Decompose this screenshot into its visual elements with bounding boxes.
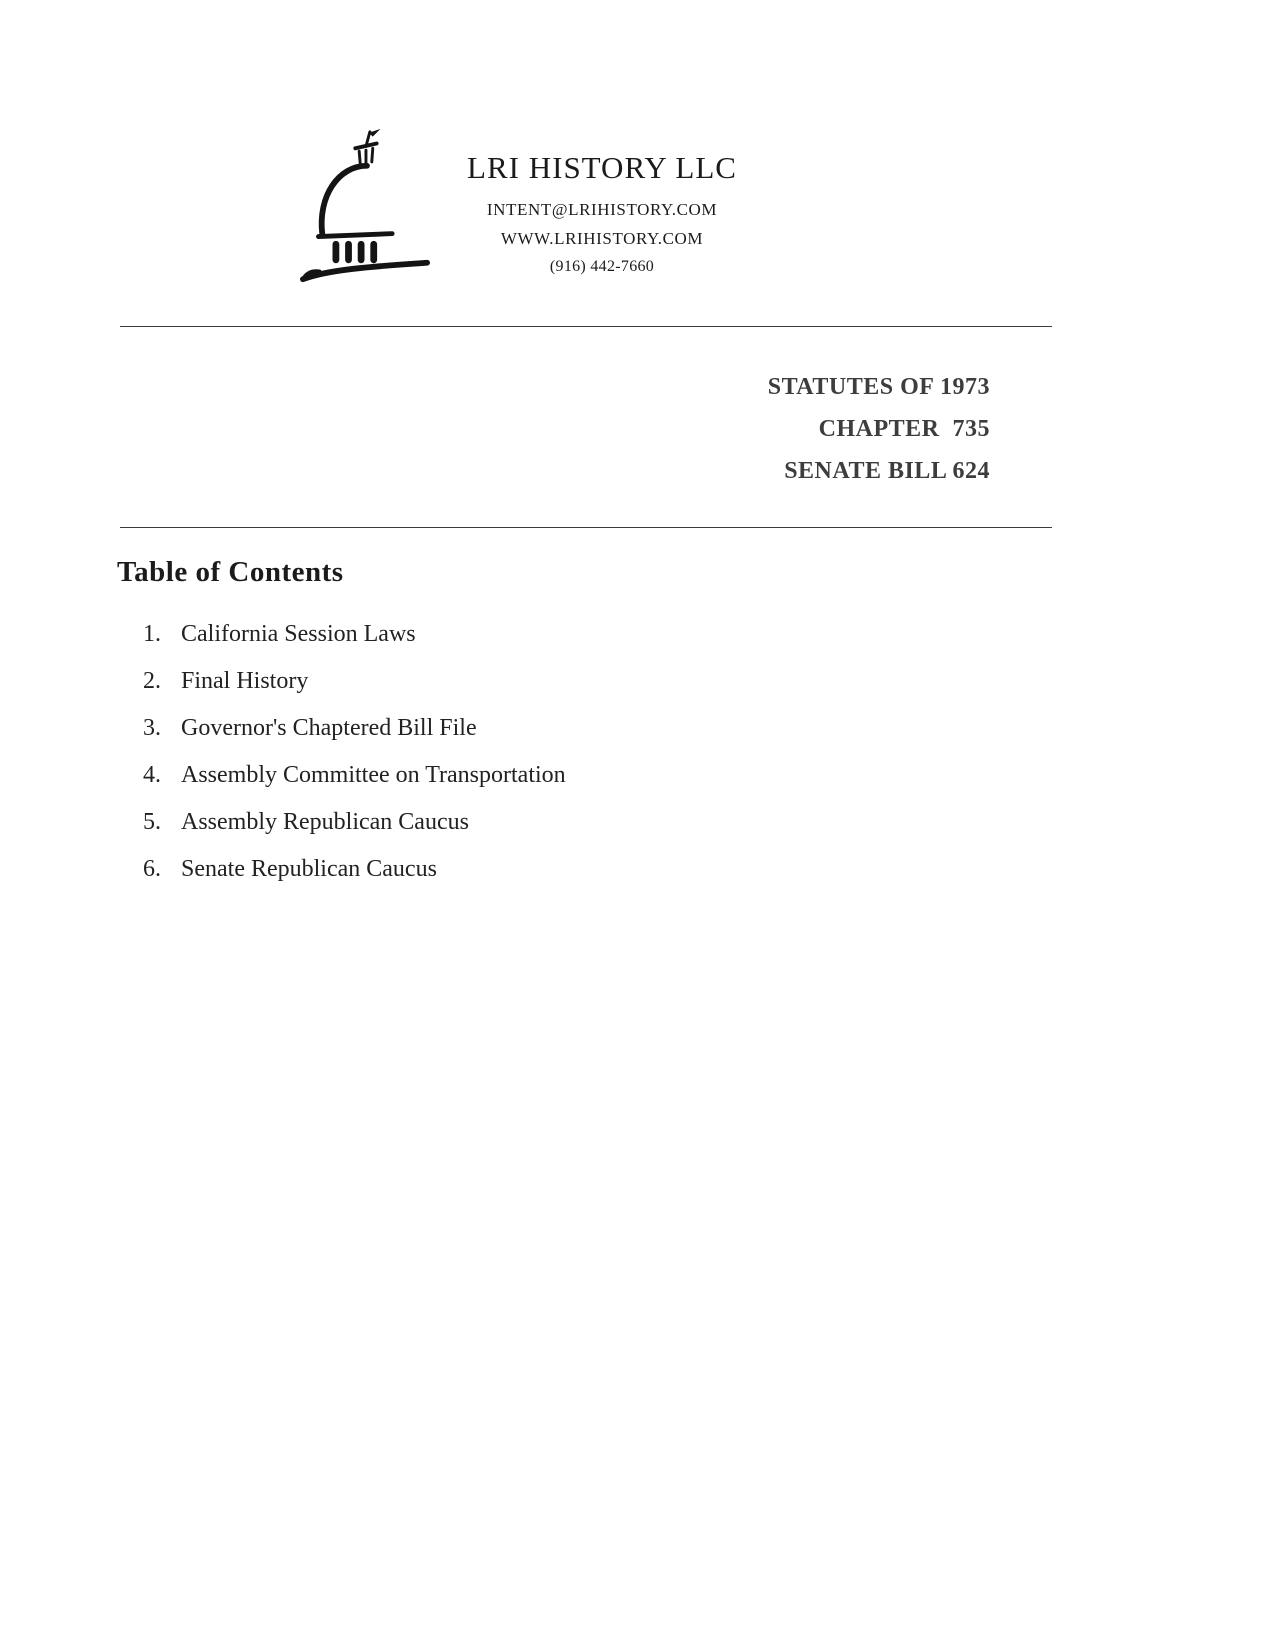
toc-item — [143, 810, 843, 835]
divider-middle — [120, 527, 1052, 528]
toc-item-label: Final History — [181, 668, 309, 694]
toc-item-number: 3. — [143, 715, 161, 741]
company-website: WWW.LRIHISTORY.COM — [500, 229, 704, 248]
toc-item-number: 6. — [143, 856, 161, 882]
chapter-line: CHAPTER 735 — [818, 416, 990, 442]
toc-item-label: Governor's Chaptered Bill File — [181, 715, 477, 741]
toc-item-label: Senate Republican Caucus — [181, 856, 437, 882]
bill-info-block — [768, 366, 990, 492]
toc-item — [143, 716, 843, 741]
company-email: INTENT@LRIHISTORY.COM — [486, 200, 718, 219]
toc-item-number: 4. — [143, 762, 161, 788]
divider-top — [120, 326, 1052, 327]
toc-item-number: 2. — [143, 668, 161, 694]
company-name: LRI HISTORY LLC — [467, 150, 737, 185]
company-header — [412, 150, 792, 276]
toc-item-label: Assembly Republican Caucus — [181, 809, 469, 835]
toc-item-number: 1. — [143, 621, 161, 647]
toc-title: Table of Contents — [117, 556, 344, 588]
toc-list — [143, 622, 843, 904]
toc-item — [143, 622, 843, 647]
statutes-line: STATUTES OF 1973 — [767, 374, 990, 400]
senate-bill-line: SENATE BILL 624 — [784, 458, 990, 484]
toc-item — [143, 763, 843, 788]
toc-item — [143, 857, 843, 882]
company-phone: (916) 442-7660 — [549, 258, 655, 275]
toc-item — [143, 669, 843, 694]
toc-item-number: 5. — [143, 809, 161, 835]
toc-item-label: California Session Laws — [181, 621, 416, 647]
toc-item-label: Assembly Committee on Transportation — [181, 762, 566, 788]
